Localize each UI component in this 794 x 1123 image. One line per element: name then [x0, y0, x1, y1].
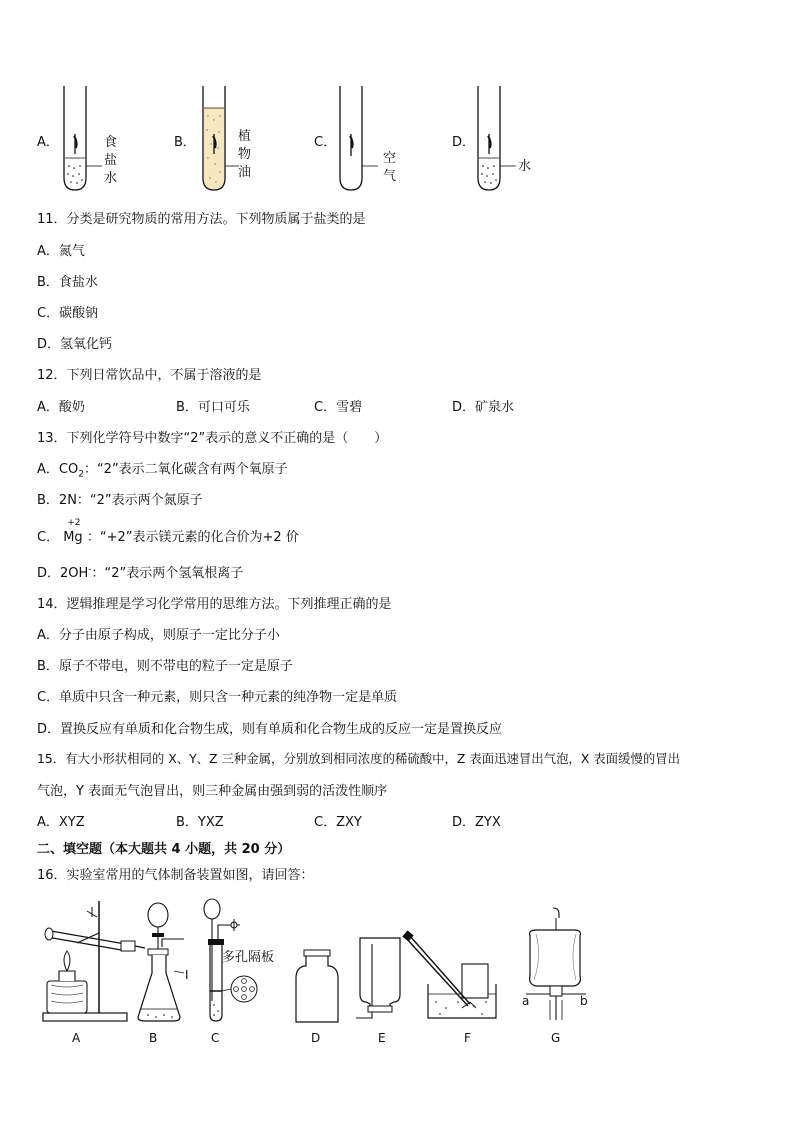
q12-option-c: C．雪碧	[314, 400, 363, 415]
tube-a-saltwater-drawing	[60, 86, 110, 196]
tube-c-air-drawing	[336, 86, 386, 196]
tube-a-label	[104, 134, 117, 188]
apparatus-d-label: D	[311, 1031, 321, 1045]
q13-c-prefix: C．	[37, 530, 60, 545]
q13-stem: 13．下列化学符号中数字“2”表示的意义不正确的是（ ）	[37, 431, 388, 446]
tube-b-label-char: 物	[238, 147, 252, 162]
q13-option-b: B．2N：“2”表示两个氮原子	[37, 493, 203, 508]
tube-b-letter: B．	[174, 135, 196, 150]
q15-stem-line1: 15．有大小形状相同的 X、Y、Z 三种金属，分别放到相同浓度的稀硫酸中，Z 表面迅速冒出气泡，X 表面缓慢的冒出	[37, 751, 681, 766]
q13-option-c	[37, 518, 299, 545]
tube-a-label-char: 食	[104, 135, 118, 150]
q12-option-d: D．矿泉水	[452, 400, 515, 415]
q15-option-b: B．YXZ	[176, 815, 224, 830]
q13-c-text: ：“+2”表示镁元素的化合价为+2 价	[86, 530, 299, 545]
q13-option-d	[37, 562, 243, 581]
q14-option-d: D．置换反应有单质和化合物生成，则有单质和化合物生成的反应一定是置换反应	[37, 722, 503, 737]
apparatus-c-porous-plate-label: 多孔隔板	[222, 950, 275, 965]
q14-option-a: A．分子由原子构成，则原子一定比分子小	[37, 628, 280, 643]
tube-c-letter: C．	[314, 135, 337, 150]
tube-d-label	[518, 158, 531, 176]
apparatus-b-drawing	[134, 893, 204, 1025]
q12-option-a: A．酸奶	[37, 400, 85, 415]
q13-d-text: ：“2”表示两个氢氧根离子	[91, 566, 244, 581]
q11-stem: 11．分类是研究物质的常用方法。下列物质属于盐类的是	[37, 212, 366, 227]
q14-stem: 14．逻辑推理是学习化学常用的思维方法。下列推理正确的是	[37, 597, 392, 612]
q15-option-c: C．ZXY	[314, 815, 362, 830]
q13-c-valence: +2	[67, 518, 81, 528]
q15-option-a: A．XYZ	[37, 815, 85, 830]
section-heading: 二、填空题（本大题共 4 小题，共 20 分）	[37, 842, 291, 857]
apparatus-e-label: E	[378, 1031, 386, 1045]
q11-option-a: A．氮气	[37, 244, 85, 259]
tube-d-label-char: 水	[518, 159, 532, 174]
q11-option-b: B．食盐水	[37, 275, 98, 290]
q12-option-b: B．可口可乐	[176, 400, 250, 415]
q15-option-d: D．ZYX	[452, 815, 501, 830]
q13-c-mg: Mg	[63, 530, 83, 545]
tube-b-label-char: 植	[238, 129, 252, 144]
tube-c-label	[383, 150, 396, 186]
q14-option-b: B．原子不带电，则不带电的粒子一定是原子	[37, 659, 293, 674]
apparatus-b-pointer-label: I	[185, 968, 189, 982]
apparatus-b-label: B	[149, 1031, 158, 1045]
q13-a-prefix: A．CO	[37, 462, 79, 477]
tube-b-label	[238, 128, 251, 182]
apparatus-f-label: F	[464, 1031, 471, 1045]
tube-b-label-char: 油	[238, 165, 252, 180]
q13-a-text: ：“2”表示二氧化碳含有两个氧原子	[83, 462, 288, 477]
apparatus-c-label: C	[211, 1031, 220, 1045]
apparatus-g-port-a: a	[522, 994, 530, 1008]
tube-a-label-char: 水	[104, 171, 118, 186]
tube-d-water-drawing	[474, 86, 524, 196]
tube-a-letter: A．	[37, 135, 59, 150]
apparatus-a-label: A	[72, 1031, 81, 1045]
q13-d-superscript: -	[88, 564, 92, 575]
q15-stem-line2: 气泡，Y 表面无气泡冒出，则三种金属由强到弱的活泼性顺序	[37, 784, 388, 799]
q13-a-subscript: 2	[78, 469, 84, 480]
apparatus-a-drawing	[37, 893, 147, 1025]
tube-a-label-char: 盐	[104, 153, 118, 168]
tube-c-label-char: 气	[383, 169, 397, 184]
q13-d-prefix: D．2OH	[37, 566, 89, 581]
q13-c-mg-symbol	[63, 518, 83, 545]
apparatus-f-drawing	[400, 930, 500, 1026]
tube-c-label-char: 空	[383, 151, 397, 166]
q11-option-d: D．氢氧化钙	[37, 337, 113, 352]
apparatus-g-label: G	[551, 1031, 561, 1045]
q11-option-c: C．碳酸钠	[37, 306, 99, 321]
q14-option-c: C．单质中只含一种元素，则只含一种元素的纯净物一定是单质	[37, 690, 398, 705]
q12-stem: 12．下列日常饮品中，不属于溶液的是	[37, 368, 262, 383]
q13-option-a	[37, 458, 288, 480]
tube-d-letter: D．	[452, 135, 476, 150]
q16-stem: 16．实验室常用的气体制备装置如图，请回答：	[37, 868, 314, 883]
apparatus-d-drawing	[292, 948, 342, 1024]
apparatus-g-port-b: b	[580, 994, 588, 1008]
